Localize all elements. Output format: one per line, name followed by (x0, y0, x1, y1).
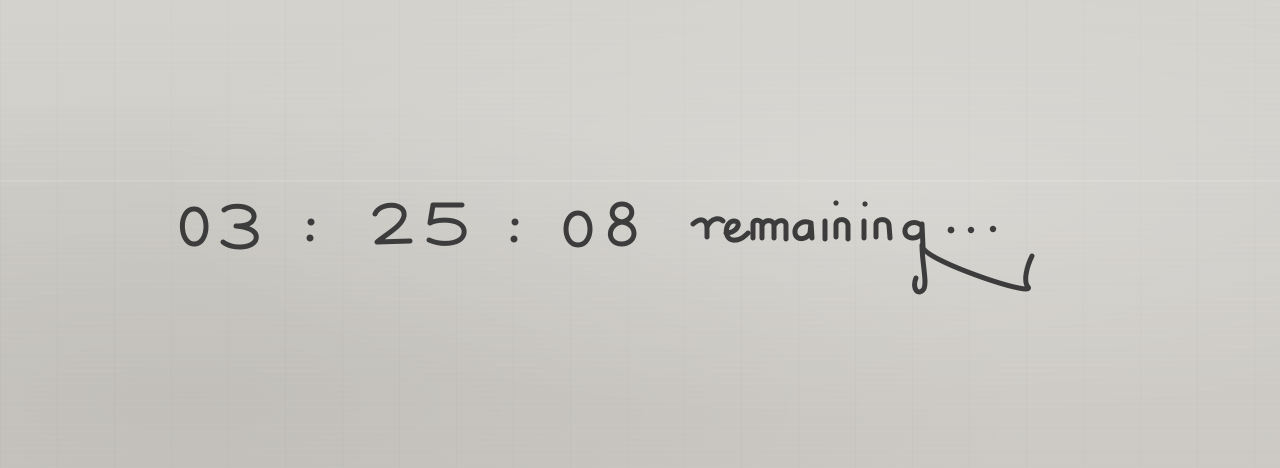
paper-fold-line (0, 180, 1280, 182)
handwriting-drawing (170, 188, 1170, 298)
dot-i-2 (862, 201, 867, 206)
letter-e (726, 221, 748, 240)
handwriting-strokes (182, 200, 1032, 292)
letter-m (753, 220, 786, 239)
digit-0-a (182, 209, 206, 244)
digit-2 (375, 205, 410, 242)
letter-n-2 (876, 220, 890, 238)
handwritten-note (170, 188, 1170, 298)
digit-5 (429, 205, 464, 243)
digit-0-b (566, 213, 590, 245)
ellipsis-dot-2 (968, 227, 974, 233)
colon-2-bottom (511, 236, 518, 243)
colon-1-top (308, 219, 315, 226)
digit-3-a (223, 206, 256, 247)
letter-g-loop (915, 245, 925, 292)
digit-8 (610, 204, 634, 244)
colon-2-top (512, 219, 519, 226)
letter-n-1 (836, 220, 848, 239)
letter-r (693, 219, 723, 237)
ellipsis-dot-3 (990, 226, 996, 232)
colon-1-bottom (307, 235, 314, 242)
ellipsis-dot-1 (948, 227, 955, 234)
letter-a (795, 222, 812, 239)
dot-i-1 (833, 200, 838, 205)
